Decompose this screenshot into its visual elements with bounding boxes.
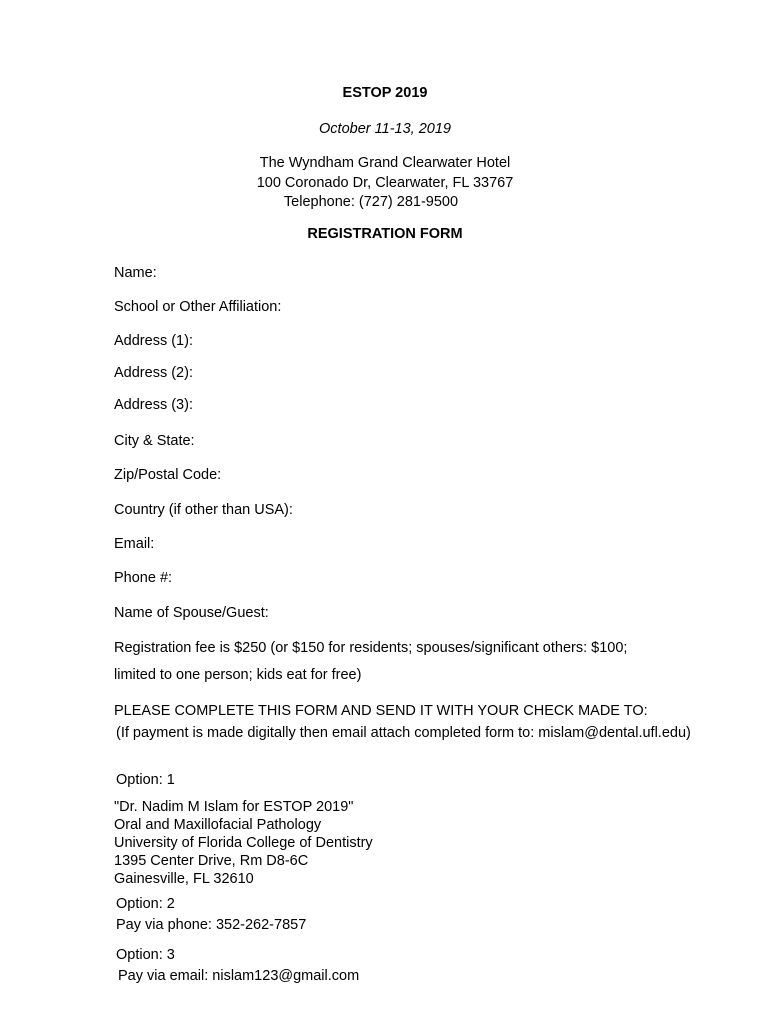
field-label-country: Country (if other than USA): (114, 502, 293, 518)
option-1-street: 1395 Center Drive, Rm D8-6C (114, 853, 309, 869)
venue-telephone: Telephone: (727) 281-9500 (283, 194, 459, 210)
option-1-label: Option: 1 (116, 772, 175, 788)
fee-line-1: Registration fee is $250 (or $150 for residents; spouses/significant others: $100; (114, 640, 628, 656)
field-label-address-1: Address (1): (114, 333, 193, 349)
option-1-college: University of Florida College of Dentistry (114, 835, 373, 851)
fee-line-2: limited to one person; kids eat for free) (114, 667, 362, 683)
field-label-email: Email: (114, 536, 155, 552)
option-1-department: Oral and Maxillofacial Pathology (114, 817, 322, 833)
field-label-phone: Phone #: (114, 570, 173, 586)
option-1-payee: "Dr. Nadim M Islam for ESTOP 2019" (114, 799, 354, 815)
option-1-city: Gainesville, FL 32610 (114, 871, 254, 887)
field-label-address-2: Address (2): (114, 365, 193, 381)
field-label-affiliation: School or Other Affiliation: (114, 299, 282, 315)
form-title: REGISTRATION FORM (307, 226, 463, 242)
instructions-line-2: (If payment is made digitally then email attach completed form to: mislam@dental.ufl.edu) (116, 725, 691, 741)
instructions-line-1: PLEASE COMPLETE THIS FORM AND SEND IT WITH YOUR CHECK MADE TO: (114, 703, 648, 719)
event-title: ESTOP 2019 (342, 85, 428, 101)
field-label-zip: Zip/Postal Code: (114, 467, 222, 483)
option-3-text: Pay via email: nislam123@gmail.com (118, 968, 360, 984)
field-label-city-state: City & State: (114, 433, 195, 449)
option-2-text: Pay via phone: 352-262-7857 (116, 917, 307, 933)
field-label-address-3: Address (3): (114, 397, 193, 413)
field-label-name: Name: (114, 265, 157, 281)
event-dates: October 11-13, 2019 (319, 121, 451, 137)
field-label-spouse-guest: Name of Spouse/Guest: (114, 605, 269, 621)
venue-name: The Wyndham Grand Clearwater Hotel (259, 155, 511, 171)
venue-address: 100 Coronado Dr, Clearwater, FL 33767 (256, 175, 514, 191)
option-2-label: Option: 2 (116, 896, 175, 912)
option-3-label: Option: 3 (116, 947, 175, 963)
